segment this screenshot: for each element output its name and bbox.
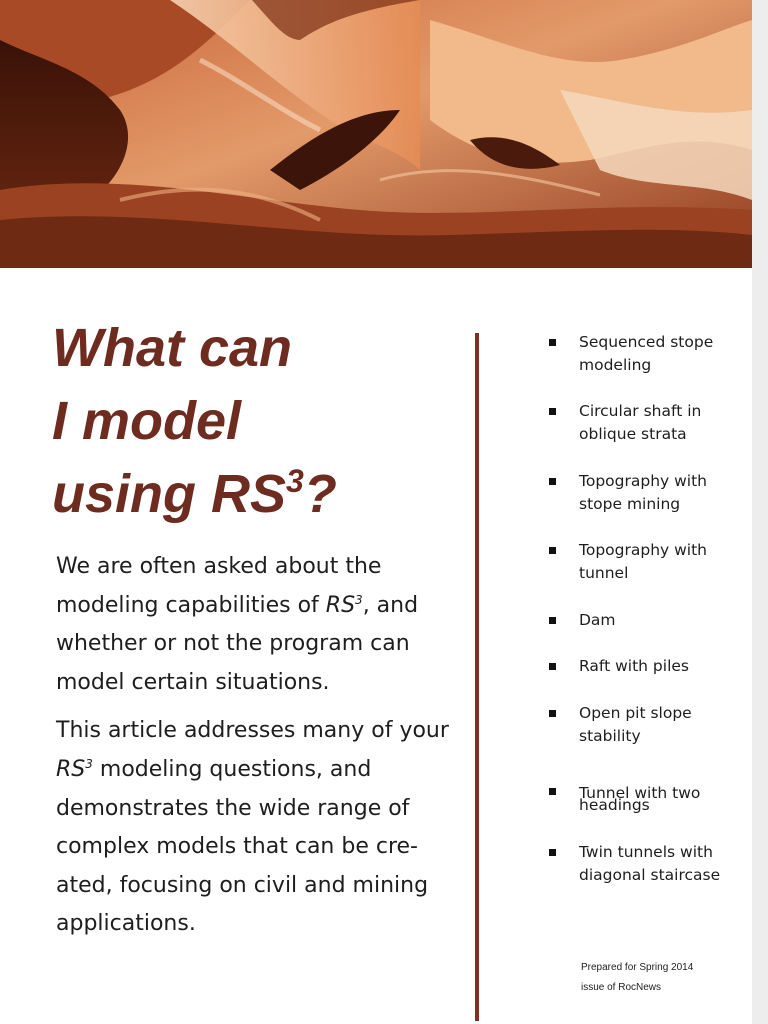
intro-text xyxy=(56,548,456,954)
credit-line-1: Prepared for Spring 2014 xyxy=(581,962,694,973)
intro-p2-after: modeling questions, and demonstrates the wide range of complex models that can be cre-ated, focusing on civil and mining applications. xyxy=(56,756,429,937)
title-superscript: 3 xyxy=(286,463,304,499)
list-item-label: Topography with tunnel xyxy=(579,541,707,582)
vertical-divider xyxy=(475,333,479,1021)
title-line-1: What can xyxy=(52,318,293,378)
intro-p1-before: We are often asked about the modeling capabilities of xyxy=(56,554,382,618)
square-bullet-icon xyxy=(549,339,556,346)
intro-p1-after: , and whether or not the program can model certain situations. xyxy=(56,592,419,695)
square-bullet-icon xyxy=(549,663,556,670)
list-item-label: Raft with piles xyxy=(579,657,689,675)
square-bullet-icon xyxy=(549,408,556,415)
canyon-photo-icon xyxy=(0,0,752,268)
title-line-3-suffix: ? xyxy=(303,464,337,524)
intro-p1-sup: 3 xyxy=(355,592,363,607)
page-title xyxy=(52,312,452,531)
list-item-label: Tunnel with two headings xyxy=(579,784,701,814)
list-item-label: Open pit slope stability xyxy=(579,704,692,745)
canyon-photo-banner xyxy=(0,0,752,268)
square-bullet-icon xyxy=(549,849,556,856)
title-line-3-prefix: using RS xyxy=(52,464,287,524)
list-item-label: Circular shaft in oblique strata xyxy=(579,402,702,443)
square-bullet-icon xyxy=(549,617,556,624)
list-item-label: Dam xyxy=(579,611,616,629)
list-item-label: Sequenced stope modeling xyxy=(579,333,714,374)
intro-p2-rs: RS xyxy=(56,756,86,782)
square-bullet-icon xyxy=(549,478,556,485)
list-item-label: Twin tunnels with diagonal staircase xyxy=(579,843,721,884)
credit-note xyxy=(581,958,751,998)
intro-p2-sup: 3 xyxy=(85,756,93,771)
title-line-2: I model xyxy=(52,391,242,451)
title-line-3 xyxy=(52,458,452,531)
square-bullet-icon xyxy=(549,710,556,717)
intro-p1-rs: RS xyxy=(325,592,356,618)
credit-line-2: issue of RocNews xyxy=(581,982,662,993)
square-bullet-icon xyxy=(549,788,556,795)
intro-p2-before: This article addresses many of your xyxy=(56,718,449,744)
list-item-label: Topography with stope mining xyxy=(579,472,707,513)
intro-paragraph-2 xyxy=(56,712,456,944)
intro-paragraph-1 xyxy=(56,548,456,702)
square-bullet-icon xyxy=(549,547,556,554)
